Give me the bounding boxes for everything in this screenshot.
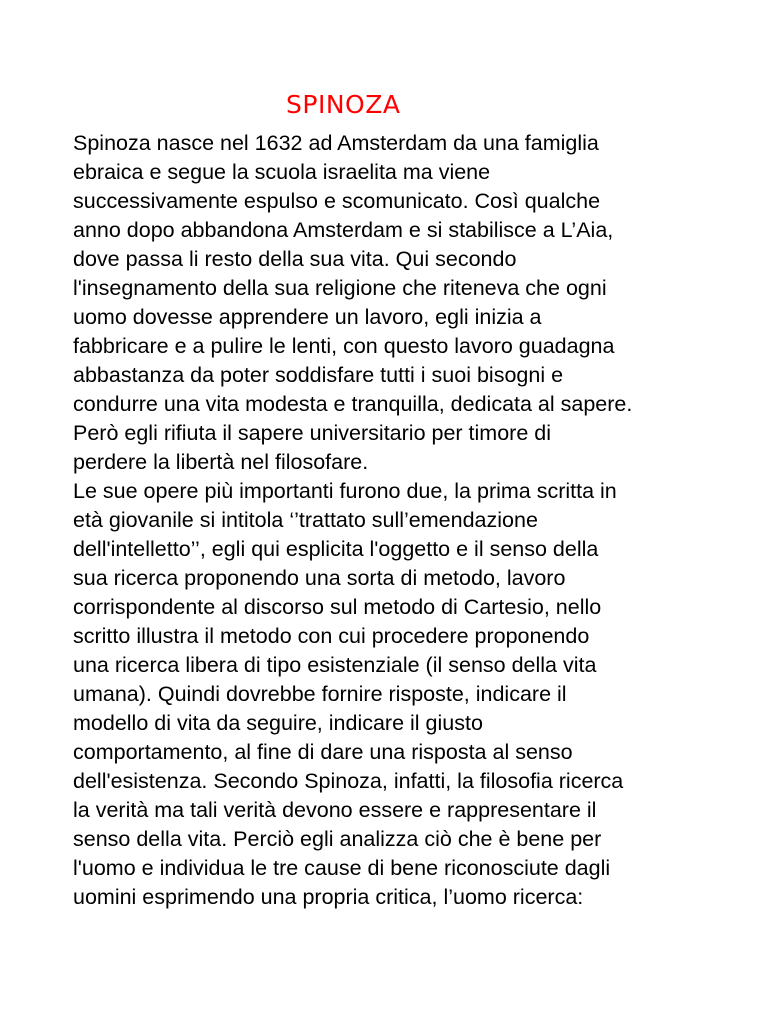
text-line: uomini esprimendo una propria critica, l’uomo ricerca: xyxy=(73,885,584,909)
text-line: Però egli rifiuta il sapere universitario per timore di xyxy=(73,421,551,445)
text-line: una ricerca libera di tipo esistenziale (il senso della vita xyxy=(73,653,597,677)
text-line: Spinoza nasce nel 1632 ad Amsterdam da una famiglia xyxy=(73,131,599,155)
text-line: condurre una vita modesta e tranquilla, dedicata al sapere. xyxy=(73,392,633,416)
text-line: Le sue opere più importanti furono due, la prima scritta in xyxy=(73,479,617,503)
text-line: comportamento, al fine di dare una risposta al senso xyxy=(73,740,573,764)
text-line: sua ricerca proponendo una sorta di metodo, lavoro xyxy=(73,566,566,590)
text-line: anno dopo abbandona Amsterdam e si stabilisce a L’Aia, xyxy=(73,218,614,242)
text-line: fabbricare e a pulire le lenti, con questo lavoro guadagna xyxy=(73,334,615,358)
text-line: ebraica e segue la scuola israelita ma viene xyxy=(73,160,491,184)
text-line: successivamente espulso e scomunicato. Così qualche xyxy=(73,189,601,213)
document-title: SPINOZA xyxy=(286,90,401,119)
text-line: età giovanile si intitola ‘’trattato sull’emendazione xyxy=(73,508,538,532)
text-line: umana). Quindi dovrebbe fornire risposte, indicare il xyxy=(73,682,567,706)
text-line: corrispondente al discorso sul metodo di Cartesio, nello xyxy=(73,595,602,619)
text-line: dell'intelletto’’, egli qui esplicita l'oggetto e il senso della xyxy=(73,537,599,561)
text-line: dell'esistenza. Secondo Spinoza, infatti, la filosofia ricerca xyxy=(73,769,624,793)
text-line: perdere la libertà nel filosofare. xyxy=(73,450,369,474)
document-body xyxy=(73,129,733,912)
text-line: dove passa li resto della sua vita. Qui secondo xyxy=(73,247,517,271)
text-line: uomo dovesse apprendere un lavoro, egli inizia a xyxy=(73,305,542,329)
text-line: l'uomo e individua le tre cause di bene riconosciute dagli xyxy=(73,856,611,880)
text-line: scritto illustra il metodo con cui procedere proponendo xyxy=(73,624,590,648)
text-line: la verità ma tali verità devono essere e rappresentare il xyxy=(73,798,597,822)
text-line: l'insegnamento della sua religione che riteneva che ogni xyxy=(73,276,607,300)
text-line: abbastanza da poter soddisfare tutti i suoi bisogni e xyxy=(73,363,564,387)
text-line: senso della vita. Perciò egli analizza ciò che è bene per xyxy=(73,827,602,851)
text-line: modello di vita da seguire, indicare il giusto xyxy=(73,711,483,735)
